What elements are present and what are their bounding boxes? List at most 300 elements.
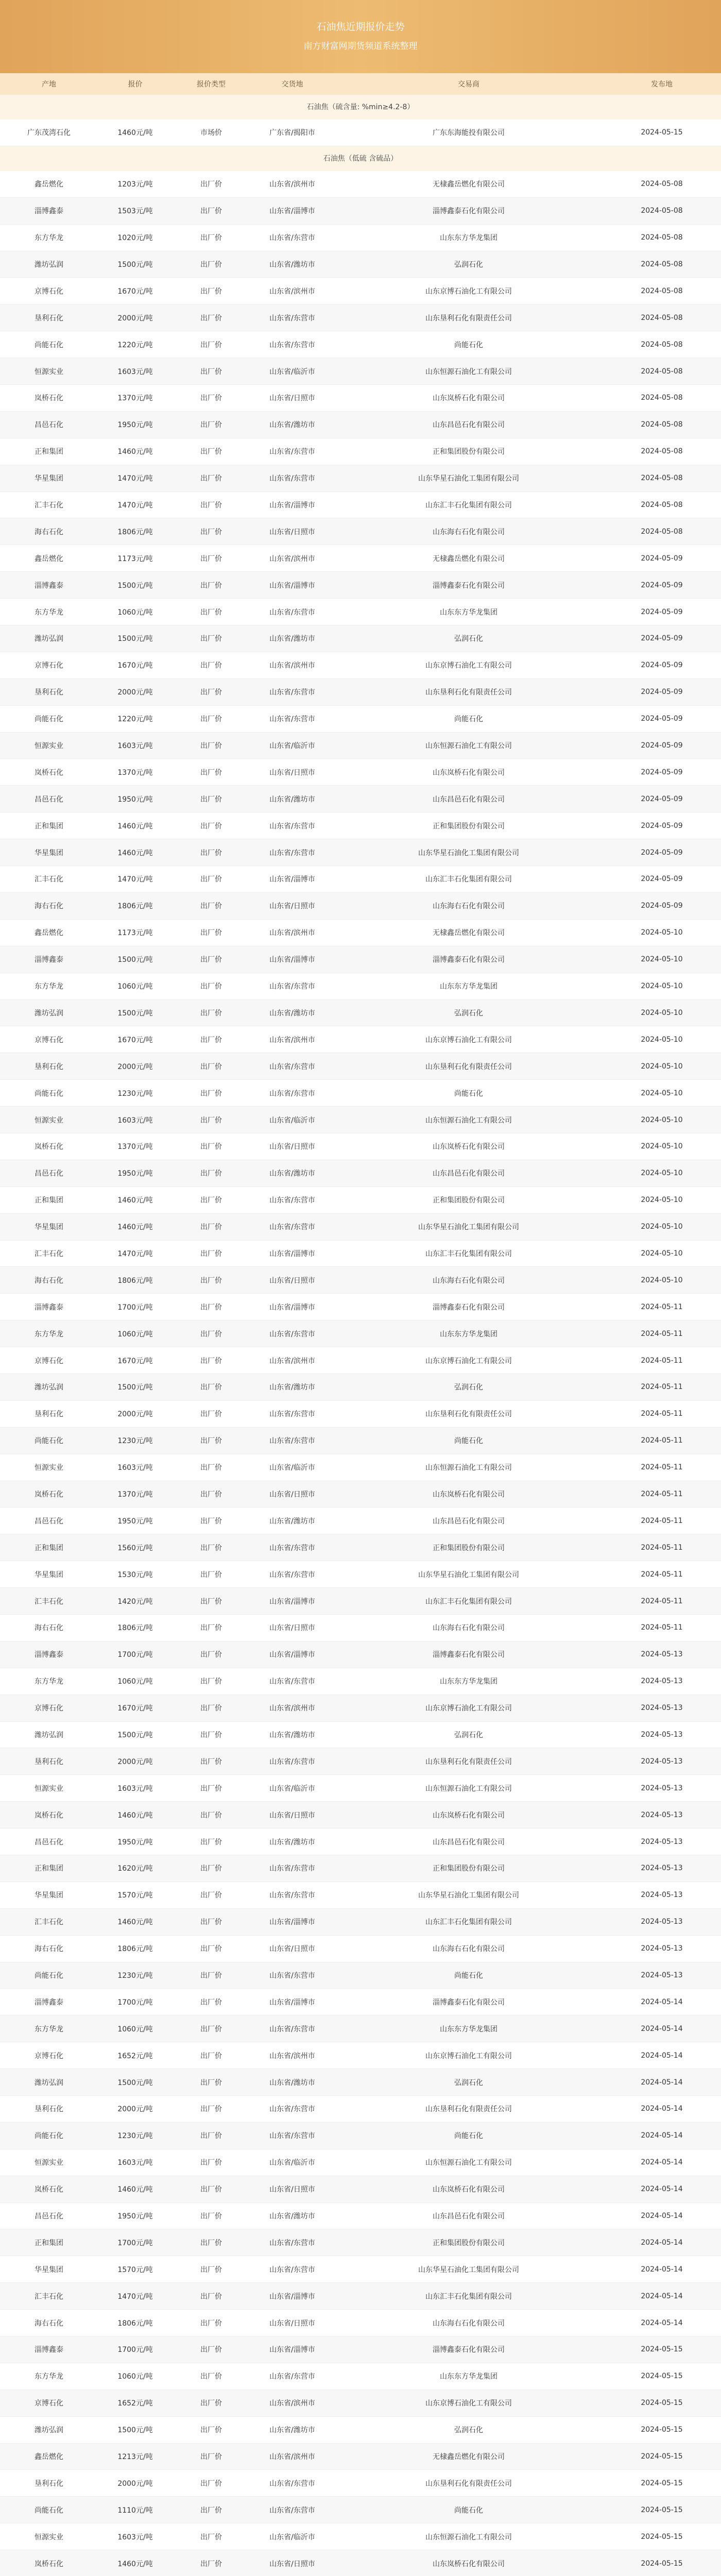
table-row	[0, 2444, 721, 2470]
cell-trader: 山东海右石化有限公司	[433, 1945, 505, 1954]
cell-price: 1603元/吨	[117, 1784, 153, 1793]
cell-price: 1460元/吨	[117, 1811, 153, 1820]
cell-price-type: 出厂价	[200, 1811, 222, 1820]
cell-date: 2024-05-09	[641, 848, 683, 857]
table-row	[0, 1000, 721, 1027]
cell-trader: 山东华星石油化工集团有限公司	[418, 849, 519, 857]
cell-date: 2024-05-08	[641, 394, 683, 402]
cell-origin: 京博石化	[35, 662, 63, 670]
table-row	[0, 1882, 721, 1909]
cell-price: 2000元/吨	[117, 314, 153, 323]
cell-price: 1470元/吨	[117, 474, 153, 483]
cell-price-type: 出厂价	[200, 2265, 222, 2274]
cell-origin: 京博石化	[35, 1704, 63, 1713]
cell-price: 1950元/吨	[117, 1517, 153, 1526]
cell-price: 1603元/吨	[117, 1116, 153, 1125]
cell-trader: 正和集团股份有限公司	[433, 1196, 505, 1205]
cell-origin: 岚桥石化	[35, 768, 63, 777]
cell-price-type: 出厂价	[200, 608, 222, 617]
cell-date: 2024-05-15	[641, 2532, 683, 2541]
cell-price-type: 出厂价	[200, 662, 222, 670]
cell-origin: 汇丰石化	[35, 1249, 63, 1258]
cell-price: 1530元/吨	[117, 1570, 153, 1579]
cell-date: 2024-05-14	[641, 2292, 683, 2300]
cell-origin: 汇丰石化	[35, 1918, 63, 1927]
cell-trader: 淄博鑫泰石化有限公司	[433, 581, 505, 590]
cell-price: 1460元/吨	[117, 2185, 153, 2194]
cell-delivery: 山东省/东营市	[269, 1757, 315, 1766]
cell-origin: 正和集团	[35, 448, 63, 456]
table-row	[0, 625, 721, 652]
table-row	[0, 2176, 721, 2203]
cell-trader: 山东海右石化有限公司	[433, 1624, 505, 1633]
cell-price: 1950元/吨	[117, 1170, 153, 1178]
cell-delivery: 山东省/东营市	[269, 314, 315, 323]
table-row	[0, 893, 721, 920]
cell-date: 2024-05-09	[641, 661, 683, 670]
cell-trader: 淄博鑫泰石化有限公司	[433, 956, 505, 964]
table-row	[0, 198, 721, 225]
cell-delivery: 山东省/东营市	[269, 2265, 315, 2274]
cell-price-type: 出厂价	[200, 1570, 222, 1579]
cell-date: 2024-05-08	[641, 501, 683, 510]
cell-delivery: 山东省/东营市	[269, 1677, 315, 1686]
cell-delivery: 山东省/滨州市	[269, 2052, 315, 2060]
cell-price: 1806元/吨	[117, 1945, 153, 1954]
cell-date: 2024-05-08	[641, 180, 683, 189]
cell-date: 2024-05-13	[641, 1864, 683, 1873]
cell-trader: 山东岚桥石化有限公司	[433, 1811, 505, 1820]
page-title: 石油焦近期报价走势	[316, 21, 405, 32]
cell-price-type: 出厂价	[200, 1383, 222, 1392]
cell-price: 1503元/吨	[117, 207, 153, 216]
cell-price-type: 出厂价	[200, 2479, 222, 2488]
cell-delivery: 山东省/淄博市	[269, 581, 315, 590]
cell-delivery: 山东省/日照市	[269, 528, 315, 536]
cell-delivery: 山东省/东营市	[269, 2372, 315, 2381]
cell-price-type: 出厂价	[200, 2292, 222, 2301]
cell-origin: 华星集团	[35, 1570, 63, 1579]
cell-origin: 恒源实业	[35, 2159, 63, 2167]
cell-price-type: 出厂价	[200, 1357, 222, 1365]
cell-price: 1500元/吨	[117, 1731, 153, 1739]
cell-date: 2024-05-09	[641, 768, 683, 776]
cell-delivery: 山东省/东营市	[269, 1330, 315, 1338]
cell-delivery: 山东省/滨州市	[269, 180, 315, 189]
table-row	[0, 1428, 721, 1454]
table-row	[0, 120, 721, 146]
cell-price: 1620元/吨	[117, 1865, 153, 1873]
cell-price-type: 出厂价	[200, 448, 222, 456]
cell-date: 2024-05-09	[641, 607, 683, 616]
cell-date: 2024-05-14	[641, 2238, 683, 2247]
cell-origin: 尚能石化	[35, 1089, 63, 1098]
cell-delivery: 山东省/淄博市	[269, 2292, 315, 2301]
cell-trader: 山东华星石油化工集团有限公司	[418, 1891, 519, 1900]
cell-price: 1110元/吨	[117, 2506, 153, 2515]
cell-origin: 鑫岳燃化	[35, 929, 63, 938]
cell-delivery: 山东省/淄博市	[269, 2346, 315, 2354]
table-row	[0, 1936, 721, 1962]
cell-delivery: 山东省/东营市	[269, 715, 315, 724]
table-row	[0, 358, 721, 385]
cell-origin: 潍坊弘润	[35, 2426, 63, 2435]
cell-origin: 海右石化	[35, 1624, 63, 1633]
table-row	[0, 1615, 721, 1641]
cell-origin: 海右石化	[35, 902, 63, 911]
cell-price: 1460元/吨	[117, 448, 153, 456]
cell-trader: 山东京博石油化工有限公司	[425, 662, 512, 670]
cell-date: 2024-05-14	[641, 2212, 683, 2221]
cell-date: 2024-05-11	[641, 1516, 683, 1525]
cell-date: 2024-05-09	[641, 634, 683, 643]
cell-delivery: 山东省/日照市	[269, 2560, 315, 2568]
cell-price: 1500元/吨	[117, 581, 153, 590]
cell-origin: 京博石化	[35, 2399, 63, 2408]
cell-date: 2024-05-09	[641, 741, 683, 750]
cell-date: 2024-05-15	[641, 2426, 683, 2434]
cell-trader: 山东京博石油化工有限公司	[425, 1036, 512, 1044]
cell-delivery: 山东省/临沂市	[269, 742, 315, 751]
cell-price-type: 出厂价	[200, 795, 222, 804]
cell-price-type: 出厂价	[200, 1170, 222, 1178]
table-row	[0, 812, 721, 839]
title-banner	[0, 0, 721, 73]
cell-origin: 华星集团	[35, 849, 63, 857]
cell-date: 2024-05-11	[641, 1489, 683, 1498]
cell-date: 2024-05-10	[641, 1035, 683, 1044]
cell-delivery: 山东省/临沂市	[269, 1116, 315, 1125]
cell-date: 2024-05-15	[641, 2452, 683, 2461]
cell-trader: 淄博鑫泰石化有限公司	[433, 1651, 505, 1659]
cell-trader: 无棣鑫岳燃化有限公司	[433, 2453, 505, 2462]
cell-delivery: 山东省/临沂市	[269, 2159, 315, 2167]
cell-date: 2024-05-11	[641, 1383, 683, 1392]
cell-delivery: 山东省/潍坊市	[269, 1517, 315, 1526]
cell-price-type: 出厂价	[200, 1196, 222, 1205]
cell-date: 2024-05-14	[641, 2185, 683, 2194]
cell-delivery: 山东省/临沂市	[269, 1464, 315, 1472]
cell-price-type: 出厂价	[200, 1945, 222, 1954]
table-row	[0, 1214, 721, 1241]
cell-trader: 山东东方华龙集团	[440, 608, 497, 617]
cell-price: 1460元/吨	[117, 1196, 153, 1205]
table-row	[0, 1588, 721, 1615]
cell-price-type: 出厂价	[200, 635, 222, 643]
cell-date: 2024-05-14	[641, 2105, 683, 2113]
cell-delivery: 山东省/淄博市	[269, 207, 315, 216]
cell-date: 2024-05-13	[641, 1650, 683, 1659]
cell-origin: 淄博鑫泰	[35, 956, 63, 964]
cell-origin: 淄博鑫泰	[35, 1651, 63, 1659]
cell-delivery: 山东省/滨州市	[269, 287, 315, 296]
cell-date: 2024-05-13	[641, 1757, 683, 1766]
table-row	[0, 465, 721, 492]
cell-price: 1700元/吨	[117, 2239, 153, 2247]
table-row	[0, 1133, 721, 1160]
table-row	[0, 1775, 721, 1802]
cell-origin: 昌邑石化	[35, 795, 63, 804]
cell-price: 1173元/吨	[117, 929, 153, 938]
cell-date: 2024-05-13	[641, 1837, 683, 1846]
cell-trader: 尚能石化	[454, 1437, 483, 1446]
cell-origin: 潍坊弘润	[35, 635, 63, 643]
cell-trader: 正和集团股份有限公司	[433, 1544, 505, 1552]
cell-price-type: 出厂价	[200, 2078, 222, 2087]
table-row	[0, 1026, 721, 1053]
cell-origin: 华星集团	[35, 2265, 63, 2274]
cell-origin: 海右石化	[35, 1945, 63, 1954]
cell-trader: 山东汇丰石化集团有限公司	[425, 2292, 512, 2301]
cell-origin: 恒源实业	[35, 1784, 63, 1793]
cell-date: 2024-05-11	[641, 1570, 683, 1579]
cell-trader: 山东京博石油化工有限公司	[425, 1357, 512, 1365]
table-row	[0, 1828, 721, 1855]
cell-delivery: 山东省/东营市	[269, 448, 315, 456]
table-row	[0, 2363, 721, 2390]
cell-trader: 山东岚桥石化有限公司	[433, 2560, 505, 2568]
cell-delivery: 山东省/淄博市	[269, 1651, 315, 1659]
cell-price: 1370元/吨	[117, 1490, 153, 1499]
cell-price: 1570元/吨	[117, 1891, 153, 1900]
cell-date: 2024-05-11	[641, 1463, 683, 1472]
table-row	[0, 2069, 721, 2096]
table-row	[0, 1802, 721, 1828]
cell-date: 2024-05-13	[641, 1918, 683, 1926]
cell-date: 2024-05-13	[641, 1704, 683, 1713]
table-row	[0, 2550, 721, 2576]
cell-date: 2024-05-13	[641, 1784, 683, 1792]
table-row	[0, 839, 721, 866]
cell-price-type: 出厂价	[200, 2239, 222, 2247]
cell-price-type: 出厂价	[200, 1089, 222, 1098]
cell-price-type: 出厂价	[200, 2159, 222, 2167]
cell-date: 2024-05-10	[641, 1008, 683, 1017]
cell-delivery: 山东省/潍坊市	[269, 635, 315, 643]
cell-delivery: 山东省/东营市	[269, 341, 315, 349]
table-row	[0, 1267, 721, 1294]
cell-price: 1670元/吨	[117, 1357, 153, 1365]
cell-price-type: 出厂价	[200, 1036, 222, 1044]
cell-delivery: 山东省/潍坊市	[269, 1009, 315, 1018]
cell-trader: 山东昌邑石化有限公司	[433, 1517, 505, 1526]
cell-trader: 山东华星石油化工集团有限公司	[418, 474, 519, 483]
cell-delivery: 山东省/东营市	[269, 1062, 315, 1071]
cell-date: 2024-05-09	[641, 581, 683, 589]
cell-trader: 山东恒源石油化工有限公司	[425, 2533, 512, 2541]
cell-date: 2024-05-14	[641, 1997, 683, 2006]
cell-price: 1460元/吨	[117, 1918, 153, 1927]
cell-delivery: 山东省/日照市	[269, 1624, 315, 1633]
cell-origin: 汇丰石化	[35, 2292, 63, 2301]
cell-delivery: 山东省/淄博市	[269, 956, 315, 964]
cell-price-type: 出厂价	[200, 1410, 222, 1419]
cell-origin: 岚桥石化	[35, 1490, 63, 1499]
cell-origin: 正和集团	[35, 1544, 63, 1552]
cell-price: 1420元/吨	[117, 1597, 153, 1606]
table-row	[0, 171, 721, 198]
table-row	[0, 2310, 721, 2336]
cell-date: 2024-05-09	[641, 875, 683, 884]
cell-origin: 汇丰石化	[35, 1597, 63, 1606]
cell-price: 1950元/吨	[117, 421, 153, 430]
cell-price: 1060元/吨	[117, 1330, 153, 1338]
cell-price-type: 出厂价	[200, 902, 222, 911]
cell-price: 1470元/吨	[117, 2292, 153, 2301]
cell-price-type: 出厂价	[200, 1972, 222, 1980]
cell-delivery: 山东省/潍坊市	[269, 2078, 315, 2087]
cell-price-type: 出厂价	[200, 1891, 222, 1900]
cell-date: 2024-05-11	[641, 1597, 683, 1605]
cell-price-type: 出厂价	[200, 1624, 222, 1633]
cell-origin: 淄博鑫泰	[35, 2346, 63, 2354]
cell-price: 1020元/吨	[117, 234, 153, 243]
cell-price: 1950元/吨	[117, 795, 153, 804]
cell-trader: 正和集团股份有限公司	[433, 1865, 505, 1873]
cell-trader: 山东东方华龙集团	[440, 1330, 497, 1338]
cell-delivery: 山东省/东营市	[269, 2479, 315, 2488]
cell-trader: 广东东海能投有限公司	[433, 129, 505, 138]
cell-delivery: 山东省/东营市	[269, 1089, 315, 1098]
table-row	[0, 946, 721, 973]
cell-trader: 山东恒源石油化工有限公司	[425, 742, 512, 751]
cell-price: 1700元/吨	[117, 1303, 153, 1312]
cell-date: 2024-05-09	[641, 688, 683, 697]
cell-price: 1460元/吨	[117, 849, 153, 857]
header-date: 发布地	[651, 80, 673, 89]
cell-origin: 昌邑石化	[35, 2212, 63, 2221]
table-row	[0, 492, 721, 519]
cell-date: 2024-05-11	[641, 1410, 683, 1418]
cell-price-type: 出厂价	[200, 1838, 222, 1846]
cell-price-type: 出厂价	[200, 394, 222, 403]
cell-trader: 山东海右石化有限公司	[433, 2319, 505, 2328]
cell-origin: 汇丰石化	[35, 501, 63, 510]
cell-price-type: 出厂价	[200, 261, 222, 269]
cell-price-type: 出厂价	[200, 1009, 222, 1018]
cell-price: 1560元/吨	[117, 1544, 153, 1552]
cell-price: 1500元/吨	[117, 1009, 153, 1018]
cell-price-type: 出厂价	[200, 554, 222, 563]
cell-date: 2024-05-14	[641, 2078, 683, 2087]
table-row	[0, 225, 721, 251]
cell-price: 1460元/吨	[117, 129, 153, 138]
cell-delivery: 山东省/日照市	[269, 1276, 315, 1285]
cell-trader: 山东京博石油化工有限公司	[425, 2052, 512, 2060]
cell-price: 1470元/吨	[117, 1249, 153, 1258]
table-row	[0, 572, 721, 599]
cell-trader: 正和集团股份有限公司	[433, 2239, 505, 2247]
cell-date: 2024-05-08	[641, 447, 683, 456]
cell-origin: 淄博鑫泰	[35, 581, 63, 590]
cell-origin: 淄博鑫泰	[35, 1998, 63, 2007]
cell-origin: 东方华龙	[35, 1677, 63, 1686]
cell-trader: 弘润石化	[454, 261, 483, 269]
cell-delivery: 山东省/潍坊市	[269, 261, 315, 269]
table-row	[0, 1401, 721, 1428]
cell-delivery: 广东省/揭阳市	[269, 129, 315, 138]
table-row	[0, 304, 721, 331]
cell-origin: 潍坊弘润	[35, 1009, 63, 1018]
cell-price: 1060元/吨	[117, 2372, 153, 2381]
cell-price-type: 出厂价	[200, 1784, 222, 1793]
cell-price-type: 出厂价	[200, 1865, 222, 1873]
cell-price: 1230元/吨	[117, 1437, 153, 1446]
cell-delivery: 山东省/潍坊市	[269, 1838, 315, 1846]
cell-trader: 弘润石化	[454, 635, 483, 643]
price-table-body	[0, 95, 721, 2576]
cell-price: 1806元/吨	[117, 1624, 153, 1633]
cell-delivery: 山东省/东营市	[269, 608, 315, 617]
cell-price: 2000元/吨	[117, 1062, 153, 1071]
cell-delivery: 山东省/东营市	[269, 2105, 315, 2114]
cell-price-type: 出厂价	[200, 1704, 222, 1713]
cell-price-type: 出厂价	[200, 180, 222, 189]
cell-delivery: 山东省/潍坊市	[269, 1170, 315, 1178]
cell-price: 2000元/吨	[117, 2479, 153, 2488]
cell-origin: 昌邑石化	[35, 1517, 63, 1526]
cell-trader: 山东垦利石化有限责任公司	[425, 314, 512, 323]
cell-trader: 尚能石化	[454, 2132, 483, 2141]
section-rows	[0, 171, 721, 2576]
table-row	[0, 1561, 721, 1588]
cell-delivery: 山东省/滨州市	[269, 2453, 315, 2462]
cell-price: 1603元/吨	[117, 742, 153, 751]
cell-date: 2024-05-09	[641, 821, 683, 830]
table-row	[0, 1080, 721, 1107]
cell-trader: 山东汇丰石化集团有限公司	[425, 1249, 512, 1258]
table-row	[0, 1107, 721, 1133]
cell-price-type: 出厂价	[200, 1464, 222, 1472]
table-row	[0, 331, 721, 358]
cell-trader: 山东东方华龙集团	[440, 2025, 497, 2033]
cell-date: 2024-05-13	[641, 1677, 683, 1686]
cell-trader: 山东汇丰石化集团有限公司	[425, 1918, 512, 1927]
cell-trader: 山东京博石油化工有限公司	[425, 287, 512, 296]
cell-price-type: 出厂价	[200, 2426, 222, 2435]
cell-origin: 岚桥石化	[35, 2560, 63, 2568]
cell-trader: 山东垦利石化有限责任公司	[425, 1062, 512, 1071]
cell-price: 1603元/吨	[117, 1464, 153, 1472]
cell-delivery: 山东省/淄博市	[269, 1998, 315, 2007]
cell-date: 2024-05-08	[641, 340, 683, 349]
cell-price-type: 出厂价	[200, 581, 222, 590]
cell-date: 2024-05-15	[641, 2399, 683, 2408]
cell-trader: 山东垦利石化有限责任公司	[425, 1410, 512, 1419]
cell-date: 2024-05-08	[641, 233, 683, 242]
cell-origin: 海右石化	[35, 528, 63, 536]
cell-trader: 尚能石化	[454, 341, 483, 349]
cell-date: 2024-05-08	[641, 260, 683, 268]
cell-price: 1470元/吨	[117, 875, 153, 884]
table-row	[0, 1320, 721, 1347]
cell-price-type: 出厂价	[200, 1276, 222, 1285]
table-row	[0, 438, 721, 465]
cell-date: 2024-05-09	[641, 902, 683, 910]
cell-trader: 正和集团股份有限公司	[433, 822, 505, 831]
cell-date: 2024-05-08	[641, 286, 683, 295]
cell-price-type: 出厂价	[200, 2506, 222, 2515]
cell-date: 2024-05-08	[641, 474, 683, 483]
cell-trader: 山东汇丰石化集团有限公司	[425, 501, 512, 510]
cell-price-type: 出厂价	[200, 1677, 222, 1686]
table-row	[0, 2417, 721, 2444]
cell-trader: 山东恒源石油化工有限公司	[425, 2159, 512, 2167]
cell-trader: 淄博鑫泰石化有限公司	[433, 1303, 505, 1312]
table-row	[0, 1855, 721, 1882]
cell-origin: 华星集团	[35, 1891, 63, 1900]
cell-delivery: 山东省/日照市	[269, 1490, 315, 1499]
